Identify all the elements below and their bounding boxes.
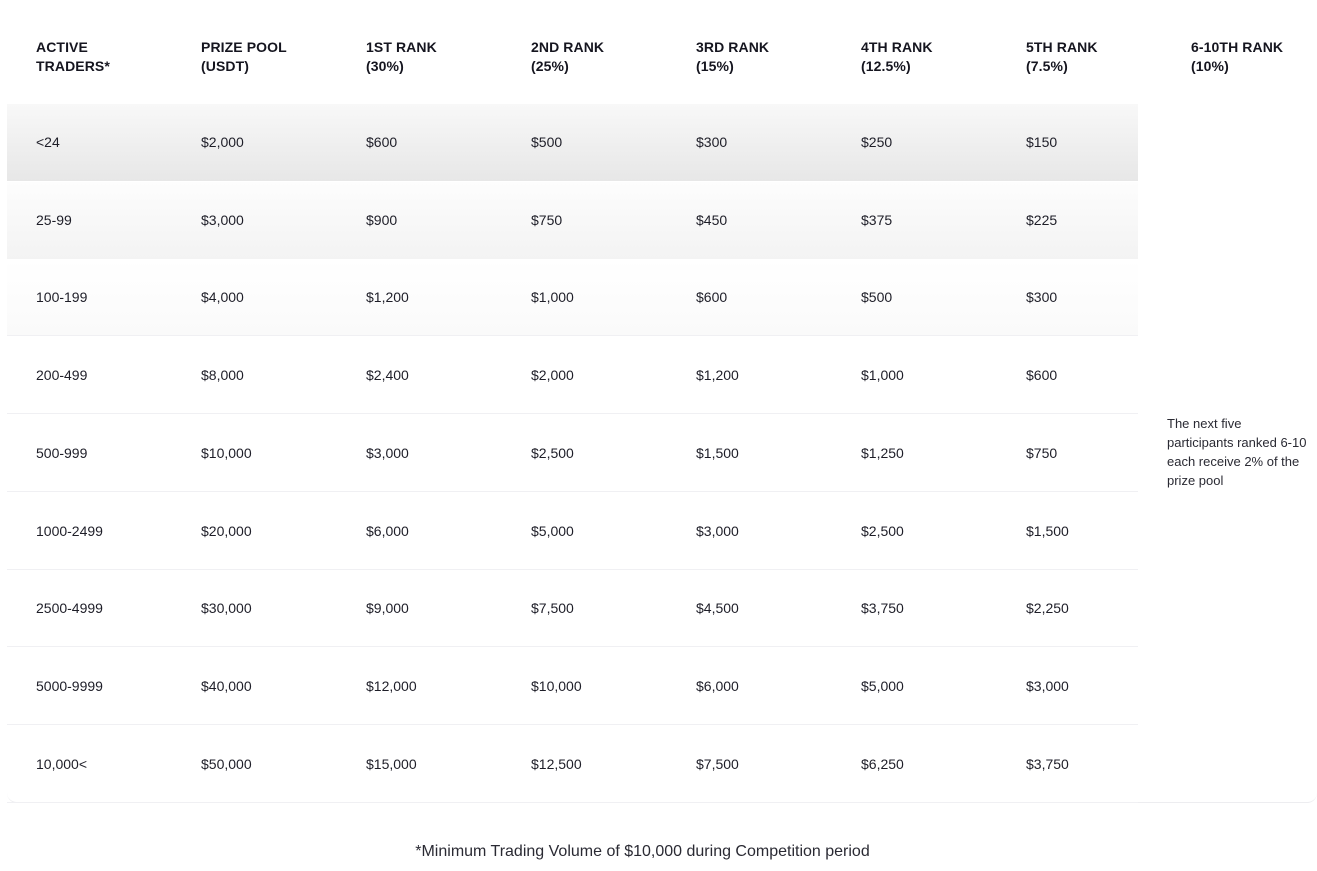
cell-rank-2: $500	[531, 134, 563, 150]
cell-rank-1: $3,000	[366, 444, 409, 461]
cell-rank-5: $3,000	[1026, 677, 1069, 694]
cell-rank-1: $9,000	[366, 600, 409, 617]
cell-active-traders: 5000-9999	[36, 677, 103, 694]
cell-prize-pool: $8,000	[201, 367, 244, 384]
table-header-row	[7, 9, 1317, 104]
cell-prize-pool: $30,000	[201, 600, 252, 617]
cell-rank-5: $750	[1026, 444, 1058, 461]
header-active-traders: ACTIVE TRADERS*	[36, 39, 110, 74]
cell-rank-3: $300	[696, 134, 728, 150]
cell-active-traders: <24	[36, 134, 60, 150]
cell-prize-pool: $40,000	[201, 677, 252, 694]
cell-rank-3: $7,500	[696, 755, 739, 772]
cell-active-traders: 25-99	[36, 211, 72, 228]
minimum-volume-footnote: *Minimum Trading Volume of $10,000 during Competition period	[415, 843, 870, 860]
cell-rank-5: $1,500	[1026, 522, 1069, 539]
cell-rank-4: $3,750	[861, 600, 904, 617]
header-2nd-rank: 2ND RANK (25%)	[531, 39, 605, 74]
cell-rank-4: $5,000	[861, 677, 904, 694]
table-row	[7, 104, 1138, 181]
cell-rank-4: $2,500	[861, 522, 904, 539]
cell-rank-4: $1,250	[861, 444, 904, 461]
cell-rank-4: $6,250	[861, 755, 904, 772]
cell-active-traders: 10,000<	[36, 755, 87, 772]
cell-rank-2: $10,000	[531, 677, 582, 694]
table-row	[7, 415, 1138, 492]
table-row	[7, 648, 1138, 725]
cell-rank-3: $6,000	[696, 677, 739, 694]
cell-rank-5: $2,250	[1026, 600, 1069, 617]
cell-active-traders: 200-499	[36, 367, 88, 384]
cell-rank-2: $750	[531, 211, 563, 228]
cell-rank-4: $1,000	[861, 367, 904, 384]
cell-active-traders: 1000-2499	[36, 522, 103, 539]
prize-table	[7, 9, 1317, 803]
header-3rd-rank: 3RD RANK (15%)	[696, 39, 770, 74]
cell-rank-2: $7,500	[531, 600, 574, 617]
cell-rank-5: $3,750	[1026, 755, 1069, 772]
cell-rank-3: $1,500	[696, 444, 739, 461]
cell-rank-2: $1,000	[531, 289, 574, 306]
cell-rank-5: $150	[1026, 134, 1058, 150]
cell-rank-1: $900	[366, 211, 398, 228]
table-row	[7, 182, 1138, 259]
cell-rank-3: $1,200	[696, 367, 739, 384]
header-5th-rank: 5TH RANK (7.5%)	[1026, 39, 1098, 74]
header-prize-pool: PRIZE POOL (USDT)	[201, 39, 287, 74]
cell-rank-3: $4,500	[696, 600, 739, 617]
table-row	[7, 570, 1138, 647]
cell-prize-pool: $4,000	[201, 289, 244, 306]
cell-rank-3: $600	[696, 289, 728, 306]
cell-rank-4: $500	[861, 289, 893, 306]
cell-rank-2: $2,500	[531, 444, 574, 461]
cell-prize-pool: $3,000	[201, 211, 244, 228]
cell-rank-5: $225	[1026, 211, 1058, 228]
cell-rank-5: $300	[1026, 289, 1058, 306]
table-row	[7, 726, 1138, 803]
cell-rank-4: $250	[861, 134, 893, 150]
cell-rank-1: $1,200	[366, 289, 409, 306]
table-row	[7, 259, 1138, 336]
cell-prize-pool: $2,000	[201, 134, 244, 150]
cell-rank-2: $5,000	[531, 522, 574, 539]
cell-rank-1: $15,000	[366, 755, 417, 772]
cell-prize-pool: $50,000	[201, 755, 252, 772]
cell-active-traders: 500-999	[36, 444, 88, 461]
cell-prize-pool: $20,000	[201, 522, 252, 539]
ranks-6-10-note: The next five participants ranked 6-10 each receive 2% of the prize pool	[1167, 416, 1307, 488]
cell-rank-3: $450	[696, 211, 728, 228]
table-row	[7, 493, 1138, 570]
cell-rank-3: $3,000	[696, 522, 739, 539]
header-1st-rank: 1ST RANK (30%)	[366, 39, 437, 74]
cell-rank-2: $12,500	[531, 755, 582, 772]
cell-rank-1: $12,000	[366, 677, 417, 694]
cell-rank-1: $600	[366, 134, 398, 150]
cell-active-traders: 100-199	[36, 289, 88, 306]
cell-active-traders: 2500-4999	[36, 600, 103, 617]
header-4th-rank: 4TH RANK (12.5%)	[861, 39, 933, 74]
cell-rank-2: $2,000	[531, 367, 574, 384]
cell-rank-1: $6,000	[366, 522, 409, 539]
table-row	[7, 337, 1138, 414]
cell-rank-5: $600	[1026, 367, 1058, 384]
header-6-10th-rank: 6-10TH RANK (10%)	[1191, 39, 1284, 74]
cell-prize-pool: $10,000	[201, 444, 252, 461]
cell-rank-4: $375	[861, 211, 893, 228]
cell-rank-1: $2,400	[366, 367, 409, 384]
